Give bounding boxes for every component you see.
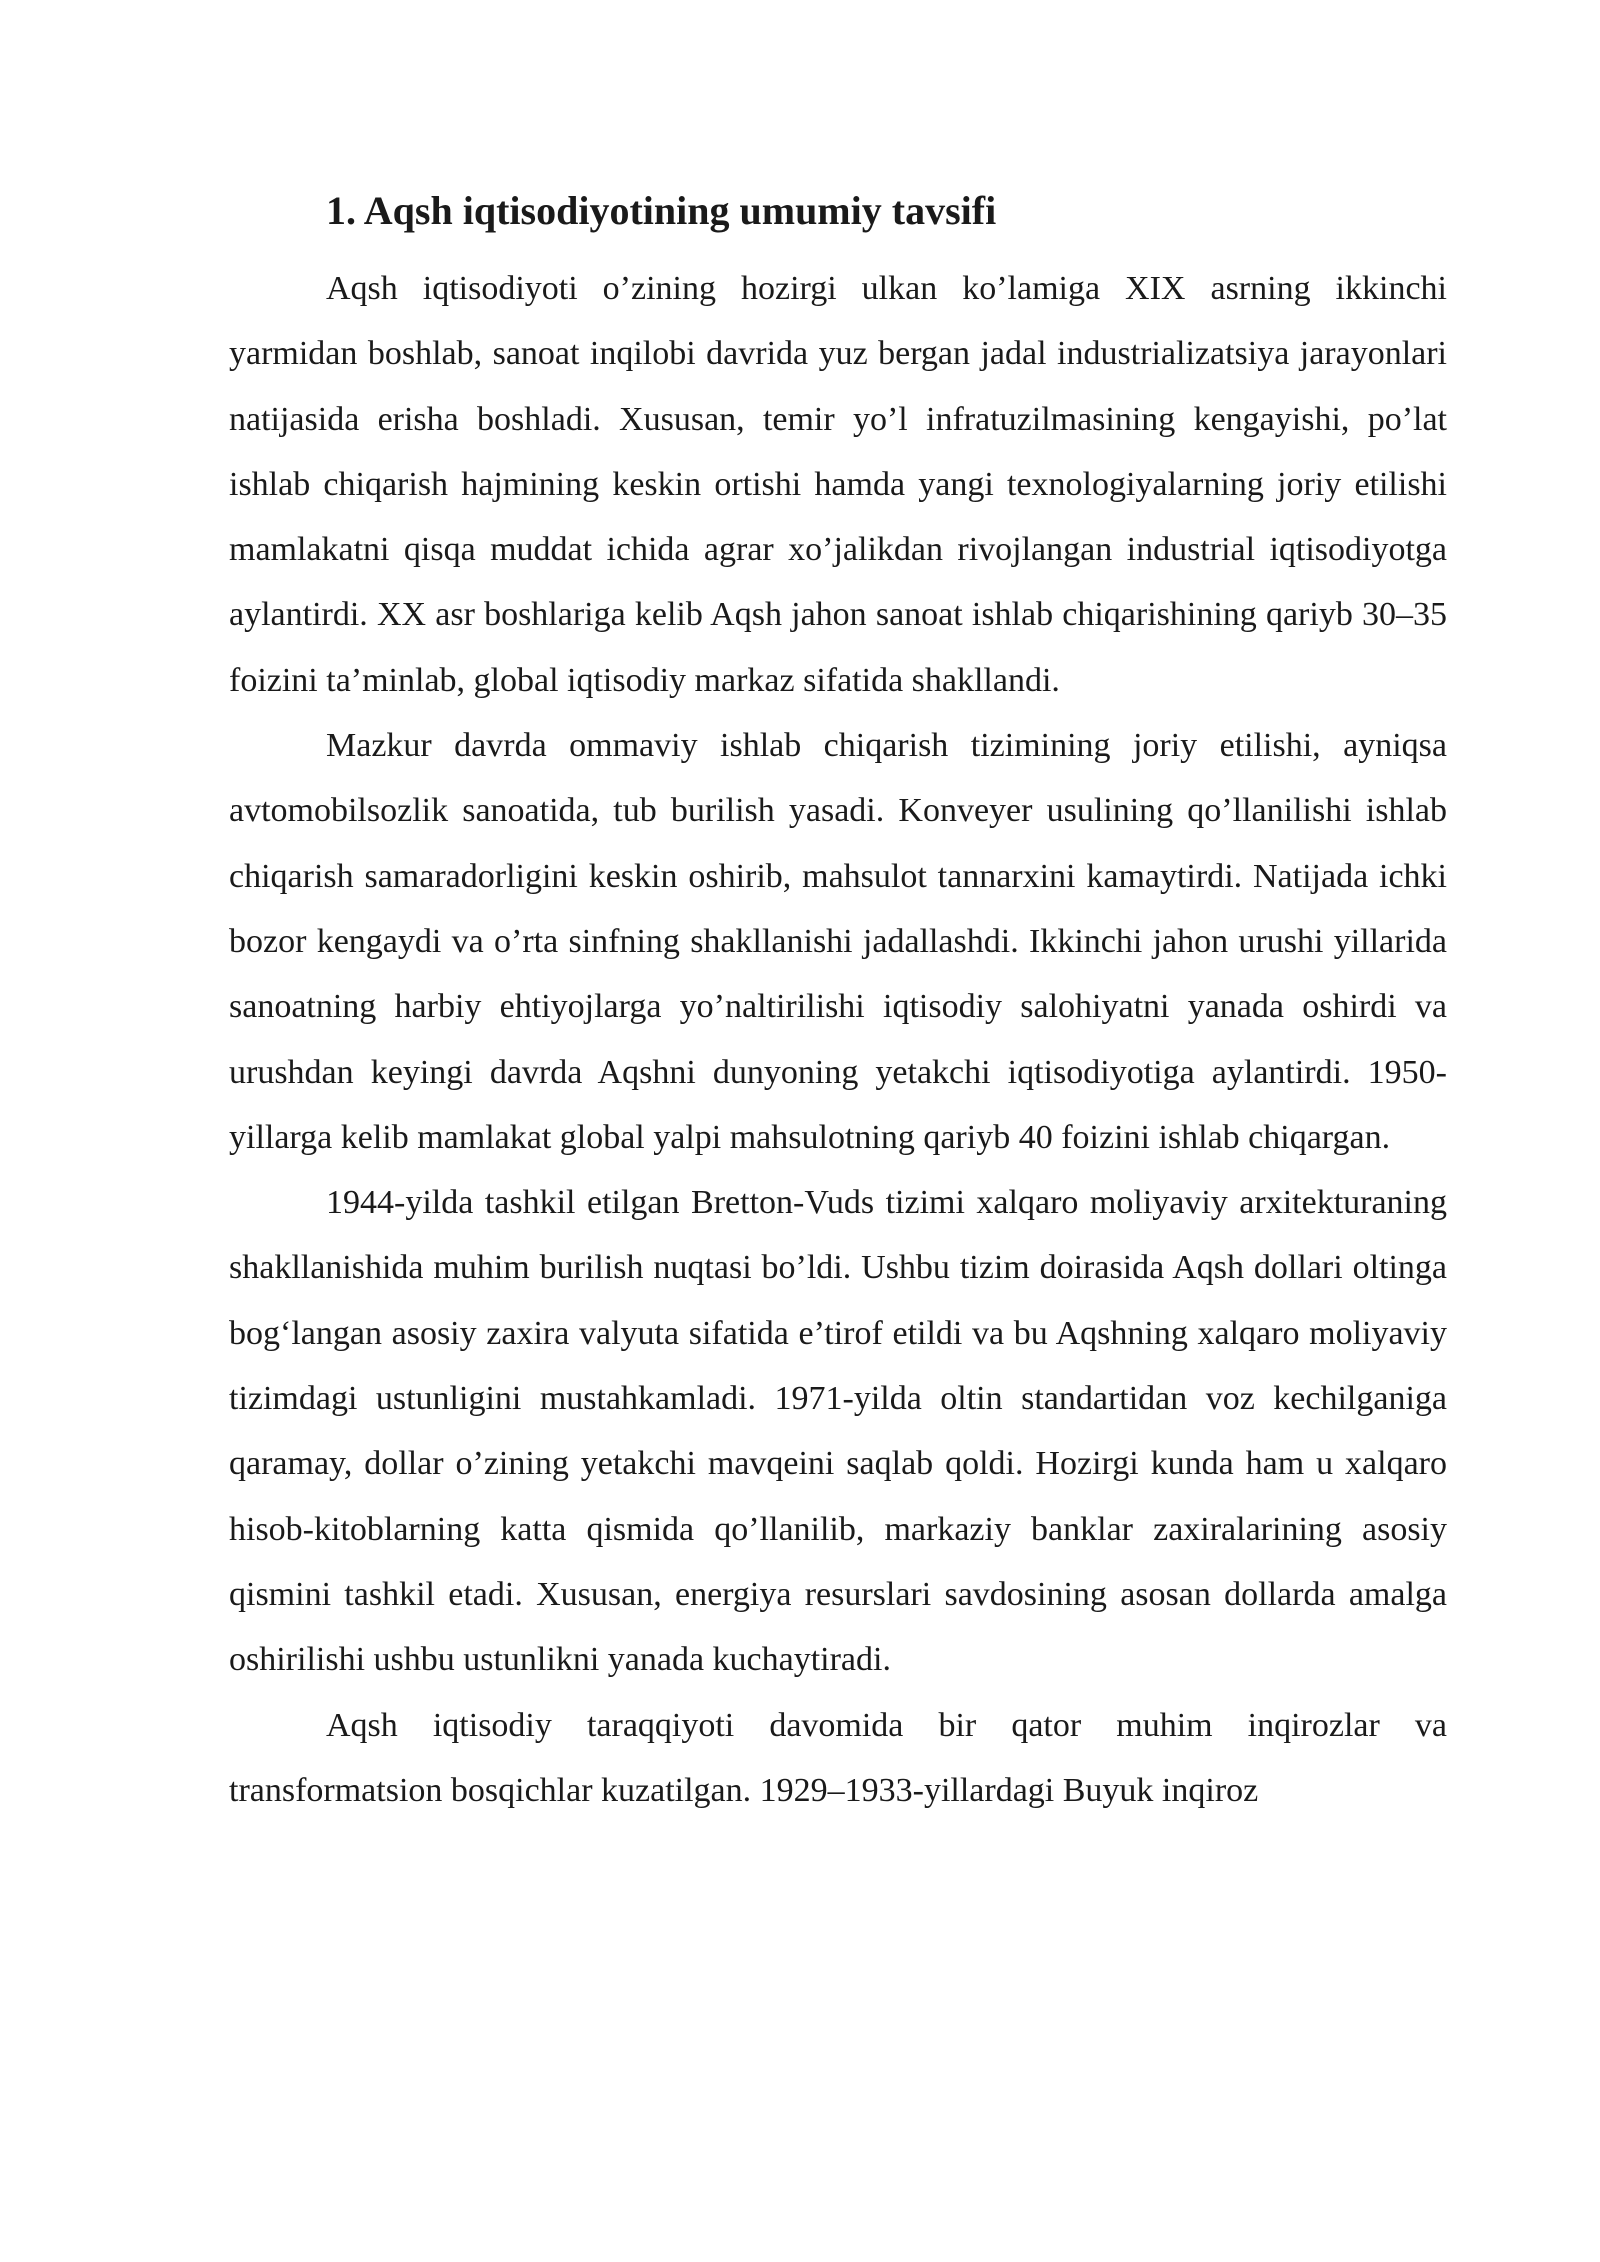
paragraph-3: 1944-yilda tashkil etilgan Bretton-Vuds tizimi xalqaro moliyaviy arxitekturaning shakllanishida muhim burilish nuqtasi bo’ldi. Ushbu tizim doirasida Aqsh dollari oltinga bog‘langan asosiy zaxira valyuta sifatida e’tirof etildi va bu Aqshning xalqaro moliyaviy tizimdagi ustunligini mustahkamladi. 1971-yilda oltin standartidan voz kechilganiga qaramay, dollar o’zining yetakchi mavqeini saqlab qoldi. Hozirgi kunda ham u xalqaro hisob-kitoblarning katta qismida qo’llanilib, markaziy banklar zaxiralarining asosiy qismini tashkil etadi. Xususan, energiya resurslari savdosining asosan dollarda amalga oshirilishi ushbu ustunlikni yanada kuchaytiradi. xyxy=(229,1184,1447,1679)
paragraph-1: Aqsh iqtisodiyoti o’zining hozirgi ulkan ko’lamiga XIX asrning ikkinchi yarmidan boshlab, sanoat inqilobi davrida yuz bergan jadal industrializatsiya jarayonlari natijasida erisha boshladi. Xususan, temir yo’l infratuzilmasining kengayishi, po’lat ishlab chiqarish hajmining keskin ortishi hamda yangi texnologiyalarning joriy etilishi mamlakatni qisqa muddat ichida agrar xo’jalikdan rivojlangan industrial iqtisodiyotga aylantirdi. XX asr boshlariga kelib Aqsh jahon sanoat ishlab chiqarishining qariyb 30–35 foizini ta’minlab, global iqtisodiy markaz sifatida shakllandi. xyxy=(229,270,1447,699)
paragraph-2: Mazkur davrda ommaviy ishlab chiqarish tizimining joriy etilishi, ayniqsa avtomobilsozlik sanoatida, tub burilish yasadi. Konveyer usulining qo’llanilishi ishlab chiqarish samaradorligini keskin oshirib, mahsulot tannarxini kamaytirdi. Natijada ichki bozor kengaydi va o’rta sinfning shakllanishi jadallashdi. Ikkinchi jahon urushi yillarida sanoatning harbiy ehtiyojlarga yo’naltirilishi iqtisodiy salohiyatni yanada oshirdi va urushdan keyingi davrda Aqshni dunyoning yetakchi iqtisodiyotiga aylantirdi. 1950-yillarga kelib mamlakat global yalpi mahsulotning qariyb 40 foizini ishlab chiqargan. xyxy=(229,727,1447,1156)
document-body xyxy=(229,186,1447,1823)
section-heading: 1. Aqsh iqtisodiyotining umumiy tavsifi xyxy=(326,188,997,233)
paragraph-4: Aqsh iqtisodiy taraqqiyoti davomida bir qator muhim inqirozlar va transformatsion bosqichlar kuzatilgan. 1929–1933-yillardagi Buyuk inqiroz xyxy=(229,1706,1447,1809)
